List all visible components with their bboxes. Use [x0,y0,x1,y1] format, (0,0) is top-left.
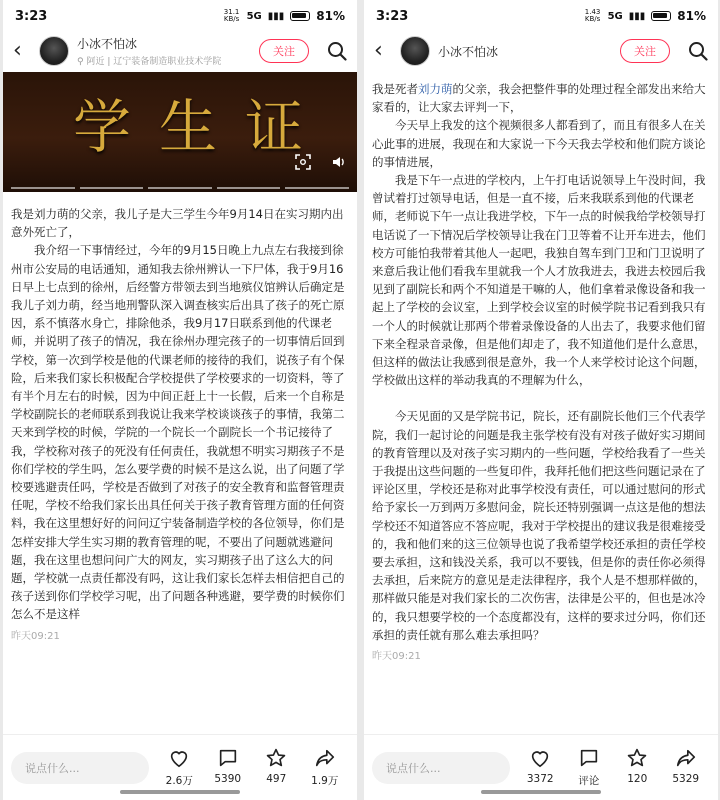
like-button[interactable] [160,747,198,788]
post-body [372,80,708,666]
status-time: 3:23 [376,8,409,24]
follow-button[interactable]: 关注 [620,39,670,63]
post-timestamp: 昨天09:21 [372,651,421,663]
comment-input[interactable]: 说点什么... [372,752,510,784]
volume-icon[interactable] [331,154,347,170]
comment-input[interactable]: 说点什么... [11,752,149,784]
network-type: 5G [607,10,623,22]
comment-label: 评论 [578,775,600,787]
share-button[interactable] [306,747,344,788]
heart-icon [168,747,190,769]
network-speed: 1.43 KB/s [584,8,601,23]
comment-button[interactable] [570,747,608,788]
status-bar [3,0,357,32]
network-type: 5G [246,10,262,22]
battery-icon [290,11,310,21]
like-button[interactable] [521,747,559,788]
right-screenshot [364,0,718,800]
search-icon [688,41,708,61]
collect-button[interactable] [618,747,656,788]
status-bar [364,0,718,32]
like-count: 3372 [526,773,554,785]
post-header [3,32,357,70]
author-info [77,35,259,67]
fullscreen-icon[interactable] [295,154,311,170]
status-time: 3:23 [15,8,48,24]
heart-icon [529,747,551,769]
star-icon [626,747,648,769]
search-button[interactable] [678,36,708,66]
star-icon [265,747,287,769]
post-header [364,32,718,70]
post-paragraph: 我介绍一下事情经过，今年的9月15日晚上九点左右我接到徐州市公安局的电话通知，通知我去徐州辨认一下尸体，我于9月16日早上七点到的徐州，后经警方带领去到当地殡仪馆辨认后确定是我儿子刘力萌，经当地刑警队深入调查核实后出具了孩子的死亡原因，系不慎落水身亡，排除他杀，我9月17日联系到他的代课老师，并说明了孩子的情况，我在徐州办理完孩子的一切事情后回到学校，第一次到学校是他的代课老师的接待的我们，说孩子有个保险，后来我们家长积极配合学校提供了学校要求的一切资料，等了有半个月左右的时候，因为中间正赶上十一长假，后来一个自称是学校副院长的老师联系到我说让我来学校谈谈孩子的事情，我第二天来到学校的时候，学院的一个院长一个副院长一个书记接待了我，学校称对孩子的死没有任何责任，我就想不明实习期孩子不是你们学校的学生吗，怎么要学费的时候不是这么说，出了问题了学校要逃避责任吗，学校是否做到了对孩子的安全教育和监督管理责任呢，学校不给我们家长出具任何关于孩子教育管理方面的任何资料，我在这里想好好的问问辽宁装备制造学校的各位领导，你们是怎样安排大学生实习期的教育管理的呢，不要出了问题就逃避问题，我在这里也想问问广大的网友，实习期孩子出了这么大的问题，学校就一点责任都没有吗，这让我们家长怎样去相信把自己的孩子送到你们学校学习呢，出了问题各种逃避，要学费的时候你们怎么不是这样 [11,243,345,622]
engagement-bar [364,734,718,800]
collect-count: 497 [266,773,287,785]
collect-button[interactable] [257,747,295,788]
post-body [11,205,347,646]
share-count: 5329 [672,773,700,785]
cover-title: 学生证 [73,93,332,161]
comment-icon [578,747,600,769]
home-indicator [120,790,240,794]
mention-link[interactable]: 刘力萌 [418,82,453,96]
post-paragraph: 今天早上我发的这个视频很多人都看到了，而且有很多人在关心此事的进展，我现在和大家说一下今天我去学校和他们院方谈论的事情进展， [372,118,706,169]
location-text: 阿近 | 辽宁装备制造职业技术学院 [86,57,222,67]
location-pin-icon: ⚲ [77,57,87,67]
share-button[interactable] [667,747,705,788]
comment-count: 5390 [214,773,242,785]
search-button[interactable] [317,36,347,66]
battery-icon [651,11,671,21]
avatar[interactable] [39,36,69,66]
comment-button[interactable] [209,747,247,788]
paragraph-gap [372,389,708,407]
avatar[interactable] [400,36,430,66]
like-count: 2.6万 [165,775,193,787]
author-location [77,54,259,67]
back-icon[interactable]: ‹ [374,38,383,63]
left-screenshot [3,0,357,800]
home-indicator [481,790,601,794]
share-icon [675,747,697,769]
post-paragraph: 我是下午一点进的学校内，上午打电话说领导上午没时间，我曾试着打过领导电话，但是一直不接，后来我联系到他的代课老师，老师说下午一点让我进学校，下午一点的时候我给学校领导打电话说了一下情况后学校领导让我在门卫等着不让开车进去，他们校方可能怕我带着其他人一起吧，我独自驾车到门卫和门卫说明了来意后我让他们看我车里就我一个人才放我进去，我进去校园后我见到了副院长和两个不知道是干嘛的人，他们拿着录像设备和我一起上了学校的会议室，上到学校会议室的时候学院书记看到我只有一个人的时候就让那两个带着录像设备的人出去了，我要求他们留下来全程录音录像，但是他们却走了，我不知道他们是什么意思，但这样的做法让我感到很是意外，我一个人来学校讨论这个问题，学校做出这样的举动我真的不理解为什么， [372,173,706,388]
author-info [438,43,620,60]
back-icon[interactable]: ‹ [13,38,22,63]
video-cover[interactable] [3,72,357,192]
follow-button[interactable]: 关注 [259,39,309,63]
comment-icon [217,747,239,769]
author-name[interactable]: 小冰不怕冰 [77,37,138,51]
search-icon [327,41,347,61]
video-controls [295,154,347,170]
network-speed: 31.1 KB/s [223,8,240,23]
post-timestamp: 昨天09:21 [11,630,60,642]
share-count: 1.9万 [311,775,339,787]
post-paragraph: 今天见面的又是学院书记，院长，还有副院长他们三个代表学院，我们一起讨论的问题是我主张学校有没有对孩子做好实习期间的教育管理以及对孩子实习期内的一些问题，学校给我看了一些关于我提出这些问题的一些复印件，我拜托他们把这些问题记录在了评论区里，学校还是称对此事学校没有责任，可以通过慰问的形式给予家长一万到两万多慰问金，院长还特别强调一点这是他的想法学校还不知道答应不答应呢，我对于学校提出的建议我是很难接受的，我和他们来的这三位领导也说了我希望学校还承担的责任学校要去承担，这和钱没关系，我可以不要钱，但是你的责任你必须得去承担，后来院方的意见是走法律程序，我个人是不想那样做的，那样做只能是对我们家长的二次伤害，法律是公平的，但也是冰冷的，我只想要学校的一个态度都没有，这样的要求过分吗，你们还承担的责任就有那么难去承担吗？ [372,409,706,642]
post-paragraph: 我是刘力萌的父亲，我儿子是大三学生今年9月14日在实习期内出意外死亡了， [11,207,344,240]
engagement-bar [3,734,357,800]
signal-icon: ▮▮▮ [267,10,285,22]
post-paragraph: 我是死者刘力萌的父亲，我会把整件事的处理过程全部发出来给大家看的，让大家去评判一下， [372,82,706,115]
share-icon [314,747,336,769]
collect-count: 120 [627,773,648,785]
carousel-indicator [11,187,349,189]
battery-level: 81% [316,9,345,23]
signal-icon: ▮▮▮ [628,10,646,22]
author-name[interactable]: 小冰不怕冰 [438,44,499,59]
battery-level: 81% [677,9,706,23]
